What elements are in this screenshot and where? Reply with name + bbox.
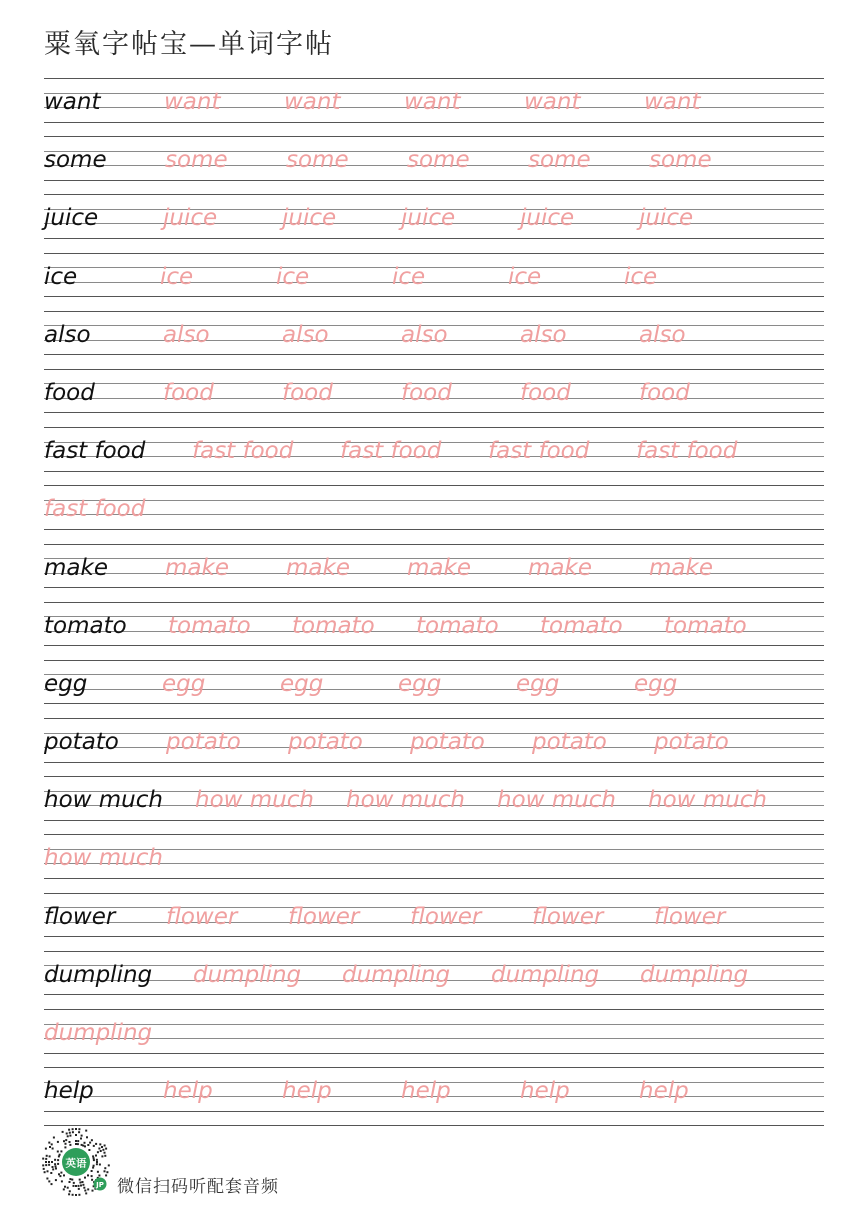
practice-row: [44, 485, 824, 543]
trace-word: food: [163, 379, 214, 406]
trace-word: food: [639, 379, 690, 406]
trace-word: food: [282, 379, 333, 406]
vocab-word: fast food: [44, 438, 146, 465]
ruling-line: [44, 703, 824, 704]
trace-word: flower: [288, 903, 360, 930]
practice-row: [44, 78, 824, 136]
trace-word: some: [286, 147, 349, 174]
word-row: [44, 434, 784, 468]
word-row: [44, 1016, 193, 1050]
ruling-line: [44, 587, 824, 588]
ruling-line: [44, 122, 824, 123]
trace-word: flower: [166, 903, 238, 930]
trace-word: how much: [346, 787, 465, 814]
trace-word: want: [164, 89, 221, 115]
ruling-line: [44, 1053, 824, 1054]
trace-word: dumpling: [491, 961, 600, 988]
handwriting-practice-grid: [44, 78, 824, 1126]
trace-word: fast food: [636, 438, 738, 465]
trace-word: fast food: [488, 438, 590, 465]
trace-word: potato: [654, 729, 729, 756]
vocab-word: some: [44, 147, 107, 174]
trace-word: help: [282, 1078, 332, 1105]
vocab-word: help: [44, 1078, 94, 1105]
practice-row: [44, 253, 824, 311]
ruling-line: [44, 660, 824, 661]
word-row: [44, 85, 764, 119]
ruling-line: [44, 936, 824, 937]
trace-word: also: [520, 321, 567, 348]
trace-word: dumpling: [44, 1020, 153, 1046]
trace-word: dumpling: [342, 961, 451, 988]
practice-row: [44, 194, 824, 252]
ruling-line: [44, 471, 824, 472]
trace-word: want: [524, 89, 581, 115]
trace-word: tomato: [168, 612, 251, 639]
trace-word: egg: [280, 670, 324, 697]
trace-word: ice: [624, 263, 658, 290]
trace-word: fast food: [192, 438, 294, 465]
page-title: 粟氧字帖宝—单词字帖: [44, 29, 334, 60]
vocab-word: how much: [44, 787, 163, 814]
qr-code-icon[interactable]: [40, 1126, 112, 1198]
ruling-line: [44, 354, 824, 355]
vocab-word: flower: [44, 903, 116, 930]
ruling-line: [44, 776, 824, 777]
ruling-line: [44, 645, 824, 646]
trace-word: tomato: [416, 612, 499, 639]
trace-word: egg: [398, 670, 442, 697]
ruling-line: [44, 1111, 824, 1112]
vocab-word: want: [44, 89, 101, 115]
vocab-word: dumpling: [44, 961, 153, 988]
word-row: [44, 492, 192, 526]
trace-word: help: [639, 1078, 689, 1105]
practice-row: [44, 893, 824, 951]
ruling-line: [44, 311, 824, 312]
trace-word: some: [407, 147, 470, 174]
qr-corner-label: JP: [96, 1181, 104, 1189]
trace-word: juice: [163, 205, 218, 232]
vocab-word: also: [44, 321, 91, 348]
trace-word: potato: [410, 729, 485, 756]
ruling-line: [44, 253, 824, 254]
trace-word: also: [401, 321, 448, 348]
ruling-line: [44, 180, 824, 181]
trace-word: ice: [508, 263, 542, 290]
trace-word: ice: [392, 263, 426, 290]
vocab-word: tomato: [44, 612, 127, 639]
vocab-word: ice: [44, 263, 78, 290]
word-row: [44, 143, 770, 177]
trace-word: juice: [282, 205, 337, 232]
word-row: [44, 201, 758, 235]
ruling-line: [44, 994, 824, 995]
trace-word: how much: [648, 787, 767, 814]
ruling-line: [44, 78, 824, 79]
word-row: [44, 318, 758, 352]
vocab-word: egg: [44, 670, 88, 697]
ruling-line: [44, 718, 824, 719]
practice-row: [44, 1009, 824, 1067]
ruling-line: [44, 136, 824, 137]
vocab-word: juice: [44, 205, 99, 232]
trace-word: dumpling: [640, 961, 749, 988]
word-row: [44, 900, 776, 934]
trace-word: egg: [516, 670, 560, 697]
word-row: [44, 841, 195, 875]
ruling-line: [44, 951, 824, 952]
word-row: [44, 376, 758, 410]
scan-instruction: 微信扫码听配套音频: [117, 1177, 279, 1197]
trace-word: juice: [520, 205, 575, 232]
practice-row: [44, 311, 824, 369]
word-row: [44, 609, 788, 643]
trace-word: also: [163, 321, 210, 348]
trace-word: food: [520, 379, 571, 406]
practice-row: [44, 136, 824, 194]
vocab-word: make: [44, 554, 108, 581]
trace-word: tomato: [664, 612, 747, 639]
trace-word: flower: [654, 903, 726, 930]
practice-row: [44, 369, 824, 427]
vocab-word: potato: [44, 729, 119, 756]
word-row: [44, 725, 776, 759]
ruling-line: [44, 762, 824, 763]
trace-word: how much: [195, 787, 314, 814]
word-row: [44, 1074, 758, 1108]
ruling-line: [44, 194, 824, 195]
practice-row: [44, 834, 824, 892]
trace-word: want: [284, 89, 341, 115]
ruling-line: [44, 296, 824, 297]
trace-word: also: [639, 321, 686, 348]
ruling-line: [44, 544, 824, 545]
word-row: [44, 958, 789, 992]
trace-word: some: [165, 147, 228, 174]
ruling-line: [44, 485, 824, 486]
trace-word: help: [401, 1078, 451, 1105]
trace-word: potato: [288, 729, 363, 756]
ruling-line: [44, 412, 824, 413]
trace-word: egg: [634, 670, 678, 697]
trace-word: fast food: [44, 496, 146, 523]
trace-word: egg: [162, 670, 206, 697]
practice-row: [44, 427, 824, 485]
practice-row: [44, 602, 824, 660]
ruling-line: [44, 369, 824, 370]
practice-row: [44, 951, 824, 1009]
trace-word: potato: [166, 729, 241, 756]
ruling-line: [44, 602, 824, 603]
word-row: [44, 667, 752, 701]
practice-row: [44, 776, 824, 834]
trace-word: make: [165, 554, 229, 581]
ruling-line: [44, 893, 824, 894]
trace-word: ice: [276, 263, 310, 290]
word-row: [44, 260, 740, 294]
practice-row: [44, 718, 824, 776]
trace-word: how much: [497, 787, 616, 814]
trace-word: help: [163, 1078, 213, 1105]
trace-word: make: [528, 554, 592, 581]
trace-word: ice: [160, 263, 194, 290]
ruling-line: [44, 820, 824, 821]
ruling-line: [44, 1009, 824, 1010]
trace-word: juice: [401, 205, 456, 232]
ruling-line: [44, 427, 824, 428]
trace-word: juice: [639, 205, 694, 232]
word-row: [44, 783, 799, 817]
trace-word: also: [282, 321, 329, 348]
footer: [40, 1126, 340, 1198]
trace-word: some: [649, 147, 712, 174]
trace-word: some: [528, 147, 591, 174]
trace-word: dumpling: [193, 961, 302, 988]
trace-word: food: [401, 379, 452, 406]
trace-word: make: [649, 554, 713, 581]
ruling-line: [44, 238, 824, 239]
ruling-line: [44, 529, 824, 530]
trace-word: want: [404, 89, 461, 115]
word-row: [44, 551, 770, 585]
trace-word: fast food: [340, 438, 442, 465]
practice-row: [44, 544, 824, 602]
trace-word: how much: [44, 845, 163, 872]
practice-row: [44, 660, 824, 718]
qr-badge-label: 英语: [65, 1157, 87, 1170]
trace-word: make: [286, 554, 350, 581]
trace-word: tomato: [540, 612, 623, 639]
vocab-word: food: [44, 379, 95, 406]
trace-word: help: [520, 1078, 570, 1105]
trace-word: potato: [532, 729, 607, 756]
practice-row: [44, 1067, 824, 1125]
ruling-line: [44, 834, 824, 835]
trace-word: tomato: [292, 612, 375, 639]
ruling-line: [44, 878, 824, 879]
trace-word: want: [644, 89, 701, 115]
trace-word: flower: [410, 903, 482, 930]
trace-word: make: [407, 554, 471, 581]
trace-word: flower: [532, 903, 604, 930]
ruling-line: [44, 1067, 824, 1068]
